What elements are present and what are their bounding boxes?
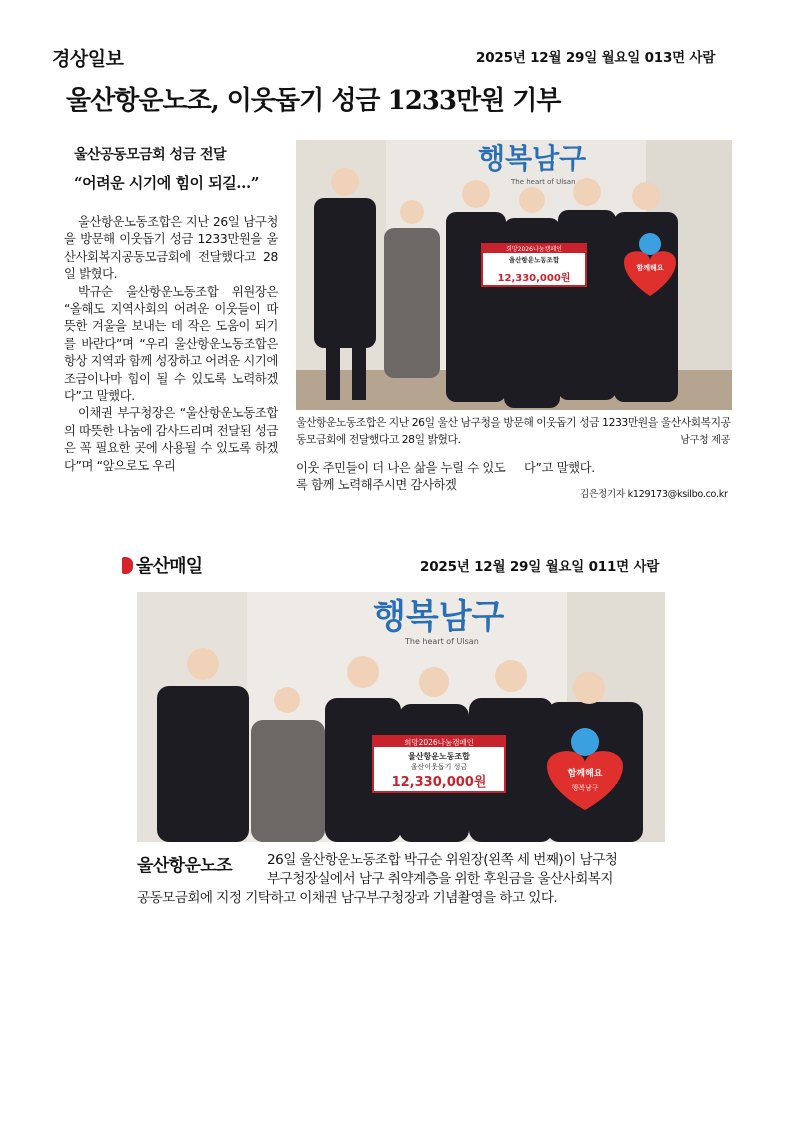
- masthead-gyeongsang-ilbo: 경상일보: [52, 48, 124, 70]
- photo-caption: 울산항운노동조합은 지난 26일 울산 남구청을 방문해 이웃돕기 성금 1233만원을 울산사회복지공동모금회에 전달했다고 28일 밝혔다.: [296, 416, 731, 446]
- headline: 울산항운노조, 이웃돕기 성금 1233만원 기부: [66, 86, 561, 116]
- dateline: 2025년 12월 29일 월요일 011면 사람: [420, 559, 660, 575]
- caption-line: 26일 울산항운노동조합 박규순 위원장(왼쪽 세 번째)이 남구청: [267, 852, 618, 868]
- donation-photo-graphic: [137, 592, 665, 842]
- paragraph: 박규순 울산항운노동조합 위원장은 “올해도 지역사회의 어려운 이웃들이 따뜻한 겨울을 보내는 데 작은 도움이 되기를 바란다”며 “우리 울산항운노동조합은 항상 지역과 함께 성장하고 어려운 시기에 조금이나마 힘이 될 수 있도록 노력하겠다”고 말했다.: [64, 284, 278, 404]
- paragraph: 울산항운노동조합은 지난 26일 남구청을 방문해 이웃돕기 성금 1233만원을 울산사회복지공동모금회에 전달했다고 28일 밝혔다.: [64, 215, 278, 282]
- subhead: 울산공동모금회 성금 전달: [74, 147, 227, 163]
- reporter-byline: 김은정기자 k129173@ksilbo.co.kr: [580, 489, 728, 500]
- news-photo-1: [296, 140, 732, 410]
- caption-line: 공동모금회에 지정 기탁하고 이채권 남구부구청장과 기념촬영을 하고 있다.: [137, 890, 558, 906]
- sign-subtext: 행복남구: [571, 784, 599, 792]
- backdrop-logo-text: 행복남구: [373, 597, 505, 637]
- board-amount-text: 12,330,000원: [497, 273, 571, 284]
- board-header-text: 희망2026나눔캠페인: [506, 246, 562, 253]
- subhead-quote: “어려운 시기에 힘이 되길…”: [74, 174, 259, 192]
- news-photo-2: [137, 592, 665, 842]
- photo-caption: [137, 851, 677, 908]
- backdrop-subtext: The heart of Ulsan: [405, 637, 479, 646]
- board-header-text: 희망2026나눔캠페인: [404, 738, 474, 747]
- board-amount-text: 12,330,000원: [391, 775, 487, 790]
- masthead-text: 울산매일: [136, 556, 203, 577]
- masthead-ulsan-maeil: [122, 552, 202, 578]
- ulsan-maeil-logo-icon: [122, 557, 133, 574]
- caption-kicker: 울산항운노조: [137, 856, 232, 876]
- article-column-3: 다”고 말했다.: [524, 461, 595, 475]
- board-title-text: 울산항운노동조합: [508, 256, 560, 264]
- caption-line: 부구청장실에서 남구 취약계층을 위한 후원금을 울산사회복지: [267, 871, 613, 887]
- backdrop-logo-text: 행복남구: [478, 142, 587, 175]
- board-title-text: 울산항운노동조합: [408, 752, 470, 761]
- board-subtitle-text: 울산이웃돕기 성금: [410, 763, 468, 771]
- sign-text: 함께해요: [567, 769, 603, 779]
- backdrop-subtext: The heart of Ulsan: [511, 178, 576, 186]
- donation-photo-graphic: [296, 140, 732, 410]
- sign-text: 함께해요: [636, 264, 664, 272]
- photo-credit: 남구청 제공: [680, 435, 730, 446]
- article-column-2: 이웃 주민들이 더 나은 삶을 누릴 수 있도록 함께 노력해주시면 감사하겠: [296, 461, 506, 493]
- dateline: 2025년 12월 29일 월요일 013면 사람: [476, 50, 716, 66]
- paragraph: 이채권 부구청장은 “울산항운노동조합의 따뜻한 나눔에 감사드리며 전달된 성금은 꼭 필요한 곳에 사용될 수 있도록 하겠다”며 “앞으로도 우리: [64, 406, 278, 473]
- article-column-1: [64, 214, 278, 475]
